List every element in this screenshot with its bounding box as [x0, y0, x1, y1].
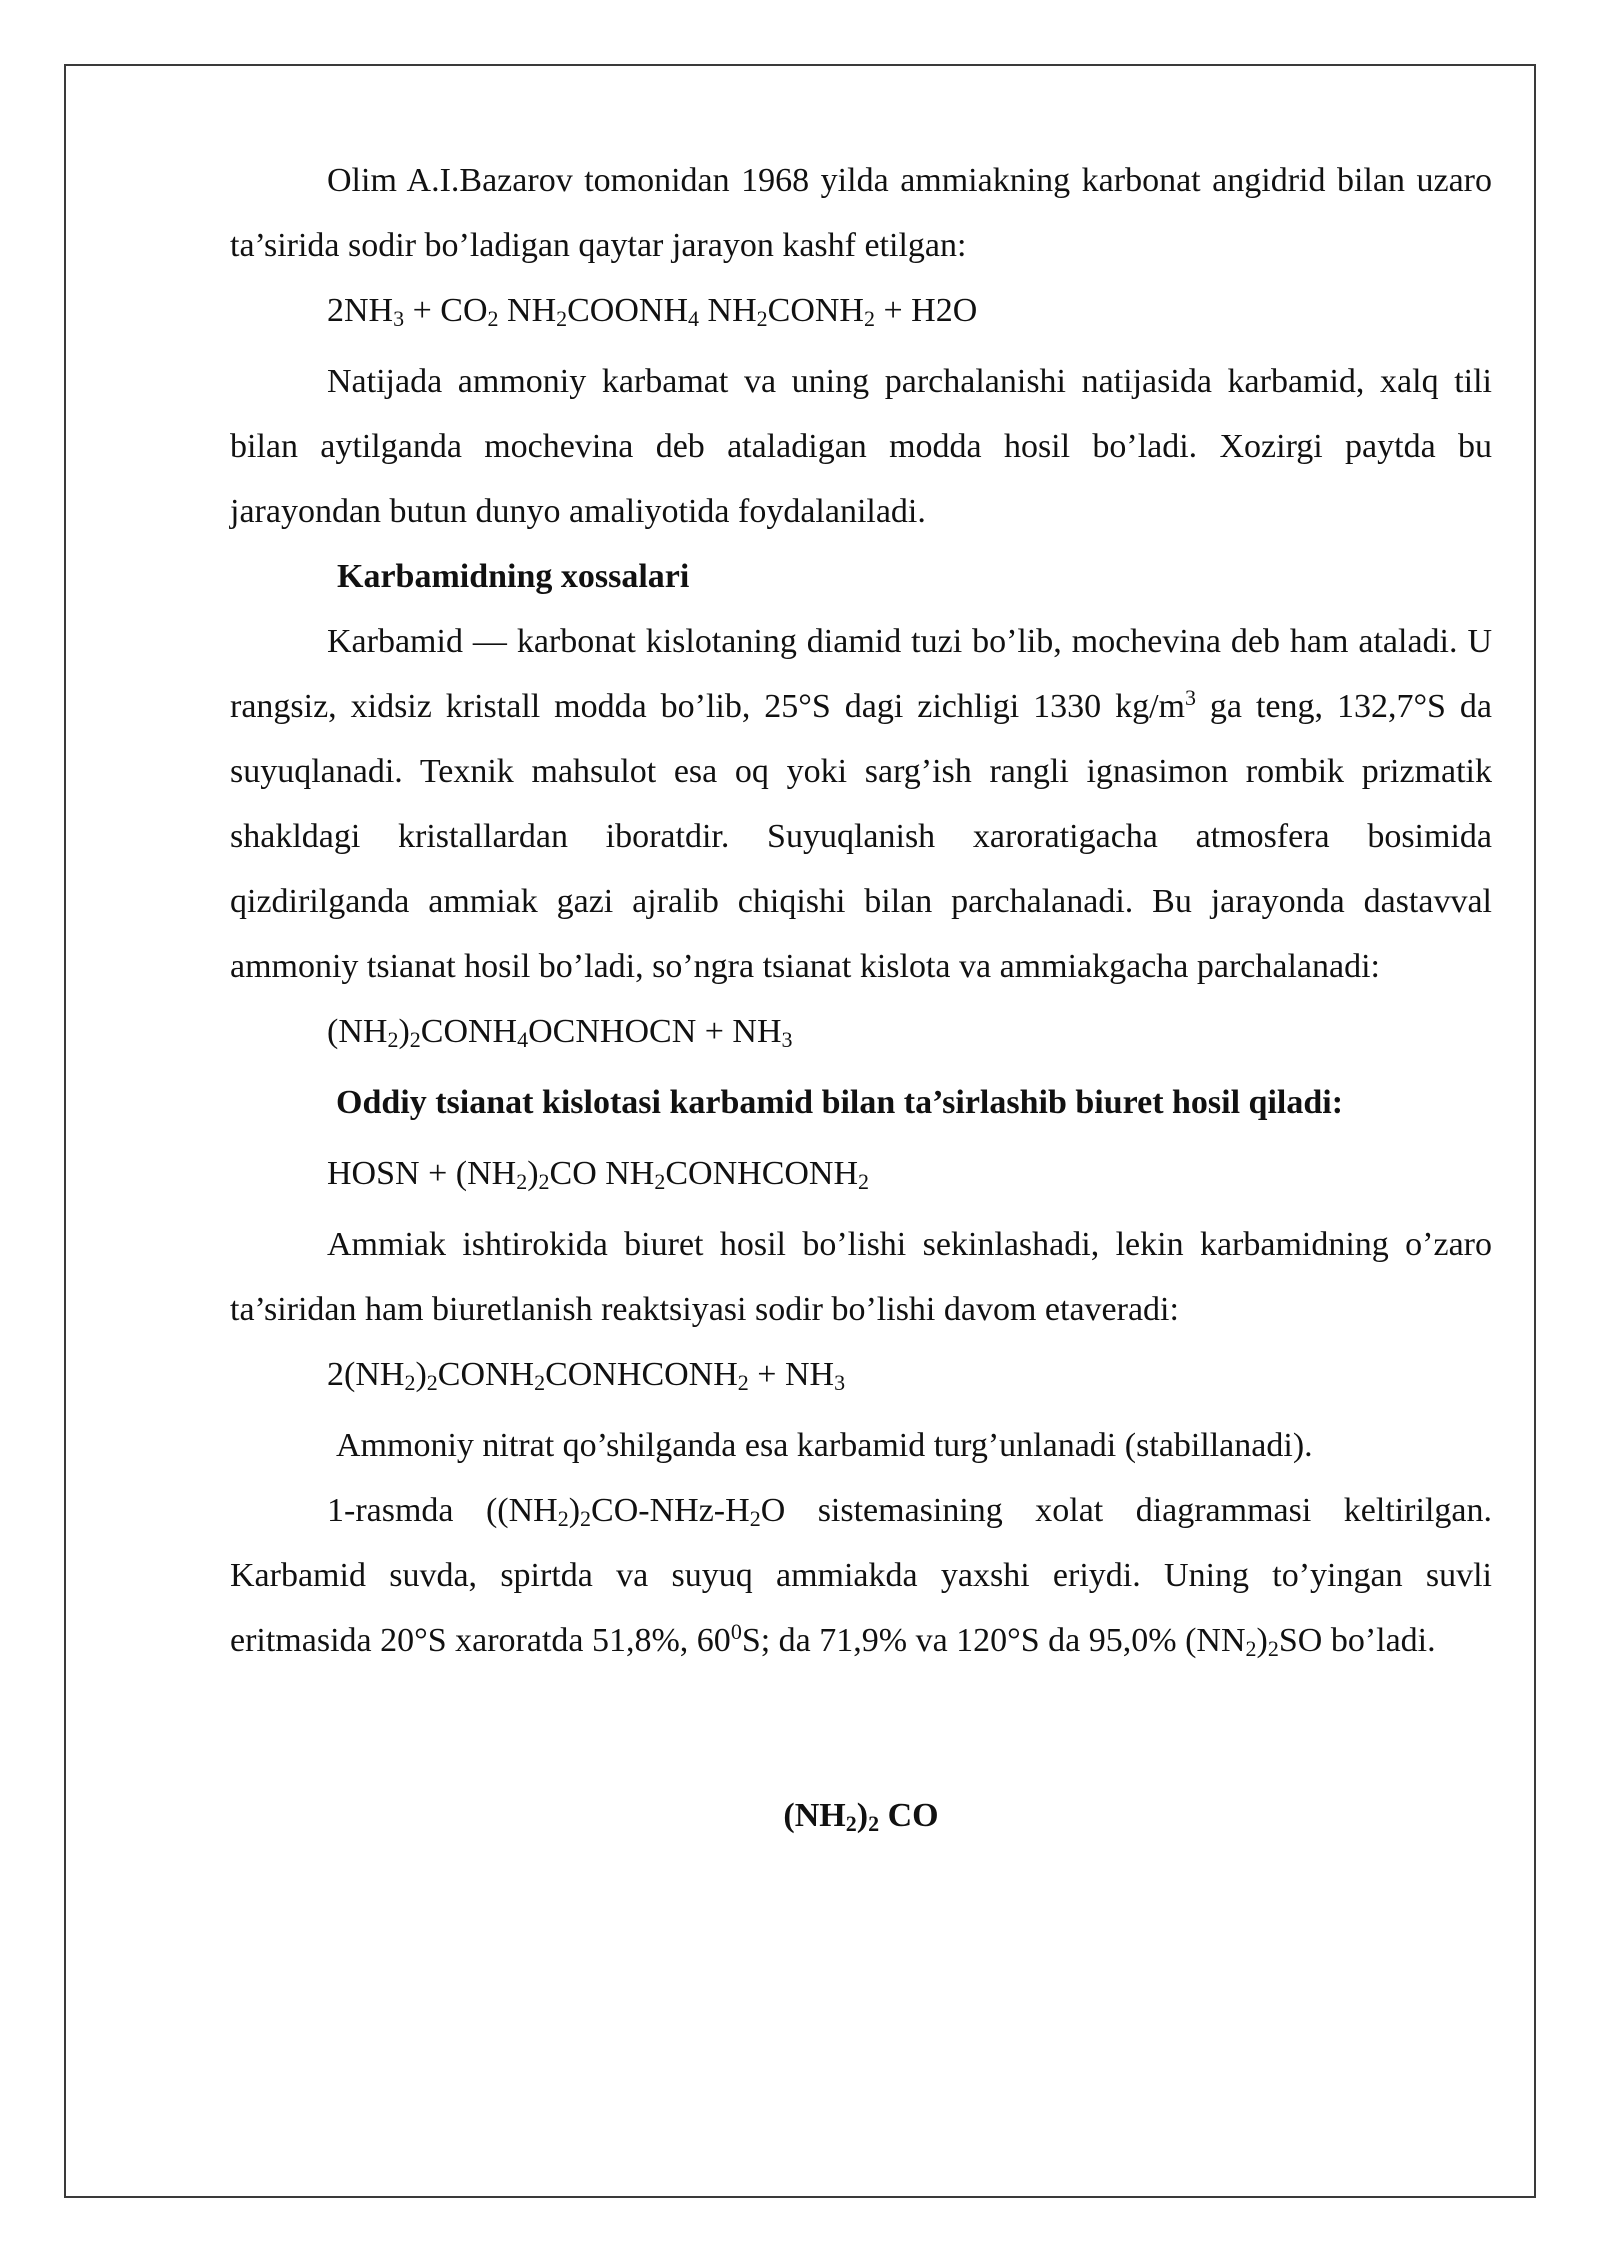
equation-urea-synthesis: $2NH_3 + CO_2$ $NH_2COONH_4$ $NH_2CONH_2 + H2O$ — [327, 292, 978, 331]
document-body — [230, 148, 1492, 1848]
paragraph-ammonia-effect: Ammiak ishtirokida biuret hosil bo’lishi sekinlashadi, lekin karbamidning o’zaro ta’siridan ham biuretlanish reaktsiyasi sodir bo’lishi davom etaveradi: — [230, 1226, 1492, 1328]
section-heading: Karbamidning xossalari — [337, 558, 690, 595]
paragraph-properties: Karbamid — karbonat kislotaning diamid tuzi bo’lib, mochevina deb ham ataladi. U rangsiz, xidsiz kristall modda bo’lib, 25°S dagi zichligi 1330 $kg/m^3$ ga teng, 132,7°S da suyuqlanadi. Texnik mahsulot esa oq yoki sarg’ish rangli ignasimon rombik prizmatik shakldagi kristallardan iboratdir. Suyuqlanish xaroratigacha atmosfera bosimida qizdirilganda ammiak gazi ajralib chiqishi bilan parchalanadi. Bu jarayonda dastavval ammoniy tsianat hosil bo’ladi, so’ngra tsianat kislota va ammiakgacha parchalanadi: — [230, 623, 1492, 985]
paragraph-result: Natijada ammoniy karbamat va uning parchalanishi natijasida karbamid, xalq tili bilan aytilganda mochevina deb ataladigan modda hosil bo’ladi. Xozirgi paytda bu jarayondan butun dunyo amaliyotida foydalaniladi. — [230, 363, 1492, 530]
formula-caption: $(NH_2)_2$ CO — [783, 1797, 939, 1836]
paragraph-solubility: 1-rasmda ($(NH_2)_2CO-NHz-H_2O$ sistemasining xolat diagrammasi keltirilgan. Karbamid suvda, spirtda va suyuq ammiakda yaxshi eriydi. Uning to’yingan suvli eritmasida 20°S xaroratda 51,8%, $60^0S$; da 71,9% va 120°S da 95,0% $(NN_2)_2SO$ bo’ladi. — [230, 1492, 1492, 1661]
equation-biuret-formation: $2(NH_2)_2CONH_2CONHCONH_2 + NH_3$ — [327, 1356, 846, 1395]
paragraph-intro: Olim A.I.Bazarov tomonidan 1968 yilda ammiakning karbonat angidrid bilan uzaro ta’sirida sodir bo’ladigan qaytar jarayon kashf etilgan: — [230, 162, 1492, 264]
equation-biuret: HOSN + $(NH_2)_2CO$ $NH_2CONHCONH_2$ — [327, 1155, 870, 1194]
bold-subheading: Oddiy tsianat kislotasi karbamid bilan ta’sirlashib biuret hosil qiladi: — [336, 1084, 1344, 1121]
paragraph-stabilization: Ammoniy nitrat qo’shilganda esa karbamid turg’unlanadi (stabillanadi). — [336, 1427, 1313, 1464]
equation-decomposition: $(NH_2)_2CONH_4OCNHOCN + NH_3$ — [327, 1013, 793, 1052]
